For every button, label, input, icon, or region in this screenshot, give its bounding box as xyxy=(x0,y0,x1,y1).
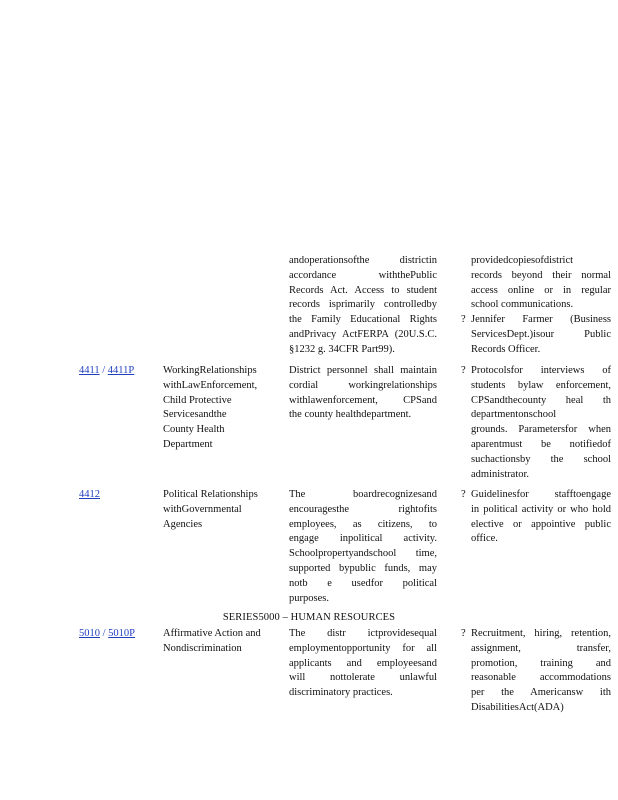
description-line: andoperationsofthe districtin xyxy=(289,255,437,266)
description-line: records isprimarily controlledby xyxy=(289,299,437,311)
policy-description xyxy=(289,627,437,701)
note-line: departmentonschool xyxy=(471,409,557,421)
policy-link[interactable]: 5010 xyxy=(79,628,100,639)
description-line: accordance withthePublic xyxy=(289,269,437,281)
bullet-marker: ? xyxy=(461,489,466,500)
title-line: withLawEnforcement, xyxy=(163,379,258,391)
bullet-marker: ? xyxy=(461,314,466,326)
description-line: applicants and employeesand xyxy=(289,657,437,669)
note-line: Recruitment, hiring, retention, xyxy=(471,628,611,639)
policy-number xyxy=(79,364,159,379)
link-separator: / xyxy=(100,628,109,639)
note-line: suchactionsby the school xyxy=(471,453,611,465)
section-heading: SERIES5000 – HUMAN RESOURCES xyxy=(222,612,396,623)
title-line: Servicesandthe xyxy=(163,409,227,421)
policy-link[interactable]: 4411 xyxy=(79,365,100,376)
description-line: The distr ictprovidesequal xyxy=(289,628,437,639)
description-line: employmentopportunity for all xyxy=(289,642,437,654)
note-item xyxy=(471,627,611,716)
title-line: Department xyxy=(163,438,213,450)
policy-number xyxy=(79,627,159,642)
note-line: in political activity or who hold xyxy=(471,503,611,515)
title-line: Nondiscrimination xyxy=(163,642,242,654)
description-line: the county healthdepartment. xyxy=(289,409,412,421)
note-line: grounds. Parametersfor when xyxy=(471,424,611,436)
note-line: Protocolsfor interviews of xyxy=(471,365,611,376)
bullet-marker: ? xyxy=(461,628,466,639)
policy-link[interactable]: 4412 xyxy=(79,489,100,500)
title-line: Affirmative Action and xyxy=(163,628,261,639)
title-line: withGovernmental xyxy=(163,503,242,515)
description-line: discriminatory practices. xyxy=(289,687,393,699)
policy-description xyxy=(289,488,437,606)
title-line: Child Protective xyxy=(163,394,232,406)
note-line: administrator. xyxy=(471,468,530,480)
title-line: Political Relationships xyxy=(163,489,258,500)
note-line: records beyond their normal xyxy=(471,269,611,281)
note-line: DisabilitiesAct(ADA) xyxy=(471,701,564,713)
note-item xyxy=(471,364,611,482)
policy-link[interactable]: 5010P xyxy=(108,628,136,639)
note-line: elective or appointive public xyxy=(471,518,611,530)
note-line: assignment, transfer, xyxy=(471,642,611,654)
description-line: Schoolpropertyandschool time, xyxy=(289,548,437,560)
note-line: ServicesDept.)isour Public xyxy=(471,328,611,340)
description-line: andPrivacy ActFERPA (20U.S.C. xyxy=(289,328,437,340)
description-line: cordial workingrelationships xyxy=(289,379,437,391)
note-line: CPSandthecounty heal th xyxy=(471,394,611,406)
description-line: will nottolerate unlawful xyxy=(289,672,437,684)
policy-description xyxy=(289,364,437,423)
policy-description xyxy=(289,254,437,358)
description-line: withlawenforcement, CPSand xyxy=(289,394,437,406)
title-line: Agencies xyxy=(163,518,203,530)
bullet-marker: ? xyxy=(461,365,466,376)
note-item xyxy=(471,254,611,313)
title-line: WorkingRelationships xyxy=(163,365,257,376)
description-line: The boardrecognizesand xyxy=(289,489,437,500)
description-line: the Family Educational Rights xyxy=(289,314,437,326)
note-line: Jennifer Farmer (Business xyxy=(471,314,611,326)
note-line: school communications. xyxy=(471,299,574,311)
note-line: providedcopiesofdistrict xyxy=(471,255,574,266)
policy-link[interactable]: 4411P xyxy=(107,365,135,376)
note-line: students bylaw enforcement, xyxy=(471,379,611,391)
title-line: County Health xyxy=(163,424,225,436)
note-line: aparentmust be notifiedof xyxy=(471,438,611,450)
description-line: §1232 g. 34CFR Part99). xyxy=(289,343,395,355)
note-item xyxy=(471,488,611,547)
note-line: office. xyxy=(471,533,498,545)
description-line: notb e usedfor political xyxy=(289,577,437,589)
description-line: employees, as citizens, to xyxy=(289,518,437,530)
note-item xyxy=(471,313,611,357)
note-line: promotion, training and xyxy=(471,657,611,669)
link-separator: / xyxy=(99,365,108,376)
description-line: supported bypublic funds, may xyxy=(289,562,437,574)
policy-title xyxy=(163,364,273,453)
policy-title xyxy=(163,627,273,657)
policy-title xyxy=(163,488,273,532)
note-line: Records Officer. xyxy=(471,343,541,355)
note-line: reasonable accommodations xyxy=(471,672,611,684)
policy-number xyxy=(79,488,159,503)
description-line: Records Act. Access to student xyxy=(289,284,437,296)
description-line: purposes. xyxy=(289,592,329,604)
description-line: District personnel shall maintain xyxy=(289,365,437,376)
note-line: access online or in regular xyxy=(471,284,611,296)
note-line: per the Americansw ith xyxy=(471,687,611,699)
description-line: encouragesthe rightofits xyxy=(289,503,437,515)
note-line: Guidelinesfor stafftoengage xyxy=(471,489,611,500)
description-line: engage inpolitical activity. xyxy=(289,533,437,545)
